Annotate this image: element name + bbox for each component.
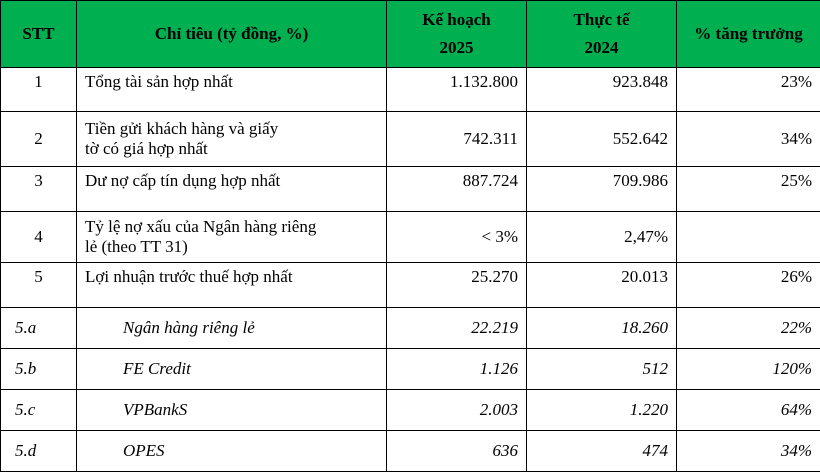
header-row: [1, 1, 820, 68]
row-actual: 1.220: [527, 390, 677, 431]
row-stt: 5.c: [1, 390, 77, 431]
row-stt: 5.a: [1, 308, 77, 349]
row-plan: < 3%: [387, 212, 527, 263]
row-actual: 923.848: [527, 68, 677, 112]
row-plan: 1.126: [387, 349, 527, 390]
header-plan-line2: 2025: [395, 34, 518, 62]
row-stt: 1: [1, 68, 77, 112]
row-growth: 34%: [677, 112, 820, 167]
row-indicator: [77, 68, 387, 112]
row-indicator-line1: Tiền gửi khách hàng và giấy: [85, 119, 378, 139]
header-actual-line1: Thực tế: [535, 6, 668, 34]
row-actual: 2,47%: [527, 212, 677, 263]
row-indicator-line1: Tỷ lệ nợ xấu của Ngân hàng riêng: [85, 217, 378, 237]
row-stt: 4: [1, 212, 77, 263]
row-growth: 34%: [677, 431, 820, 472]
row-actual: 512: [527, 349, 677, 390]
row-growth: 26%: [677, 263, 820, 308]
header-actual: [527, 1, 677, 68]
row-stt: 2: [1, 112, 77, 167]
table-row-sub: [1, 390, 820, 431]
header-stt: STT: [1, 1, 77, 68]
row-indicator: [77, 167, 387, 212]
table-row-sub: [1, 349, 820, 390]
header-plan-line1: Kế hoạch: [395, 6, 518, 34]
row-stt: 5.d: [1, 431, 77, 472]
row-growth: 64%: [677, 390, 820, 431]
row-indicator: [77, 212, 387, 263]
row-indicator: [77, 263, 387, 308]
row-indicator-line2: tờ có giá hợp nhất: [85, 139, 378, 159]
row-stt: 3: [1, 167, 77, 212]
table-row: [1, 68, 820, 112]
row-growth: 120%: [677, 349, 820, 390]
row-stt: 5.b: [1, 349, 77, 390]
row-indicator: OPES: [77, 431, 387, 472]
row-indicator-line2: lẻ (theo TT 31): [85, 237, 378, 257]
row-plan: 887.724: [387, 167, 527, 212]
row-indicator-line1: Lợi nhuận trước thuế hợp nhất: [85, 267, 378, 287]
row-plan: 25.270: [387, 263, 527, 308]
row-plan: 2.003: [387, 390, 527, 431]
row-stt: 5: [1, 263, 77, 308]
row-actual: 474: [527, 431, 677, 472]
row-indicator: Ngân hàng riêng lẻ: [77, 308, 387, 349]
row-indicator: [77, 112, 387, 167]
row-plan: 636: [387, 431, 527, 472]
table-row: [1, 212, 820, 263]
row-plan: 22.219: [387, 308, 527, 349]
table-row-sub: [1, 431, 820, 472]
row-growth: 23%: [677, 68, 820, 112]
row-actual: 20.013: [527, 263, 677, 308]
row-growth: [677, 212, 820, 263]
table-row: [1, 263, 820, 308]
row-actual: 18.260: [527, 308, 677, 349]
row-indicator: FE Credit: [77, 349, 387, 390]
header-indicator: Chỉ tiêu (tỷ đồng, %): [77, 1, 387, 68]
row-actual: 552.642: [527, 112, 677, 167]
row-indicator: VPBankS: [77, 390, 387, 431]
row-growth: 22%: [677, 308, 820, 349]
row-plan: 1.132.800: [387, 68, 527, 112]
row-indicator-line1: Dư nợ cấp tín dụng hợp nhất: [85, 171, 378, 191]
table-row: [1, 112, 820, 167]
table-row-sub: [1, 308, 820, 349]
table-row: [1, 167, 820, 212]
row-indicator-line1: Tổng tài sản hợp nhất: [85, 72, 378, 92]
row-plan: 742.311: [387, 112, 527, 167]
row-growth: 25%: [677, 167, 820, 212]
header-growth: % tăng trưởng: [677, 1, 820, 68]
header-actual-line2: 2024: [535, 34, 668, 62]
row-actual: 709.986: [527, 167, 677, 212]
header-plan: [387, 1, 527, 68]
